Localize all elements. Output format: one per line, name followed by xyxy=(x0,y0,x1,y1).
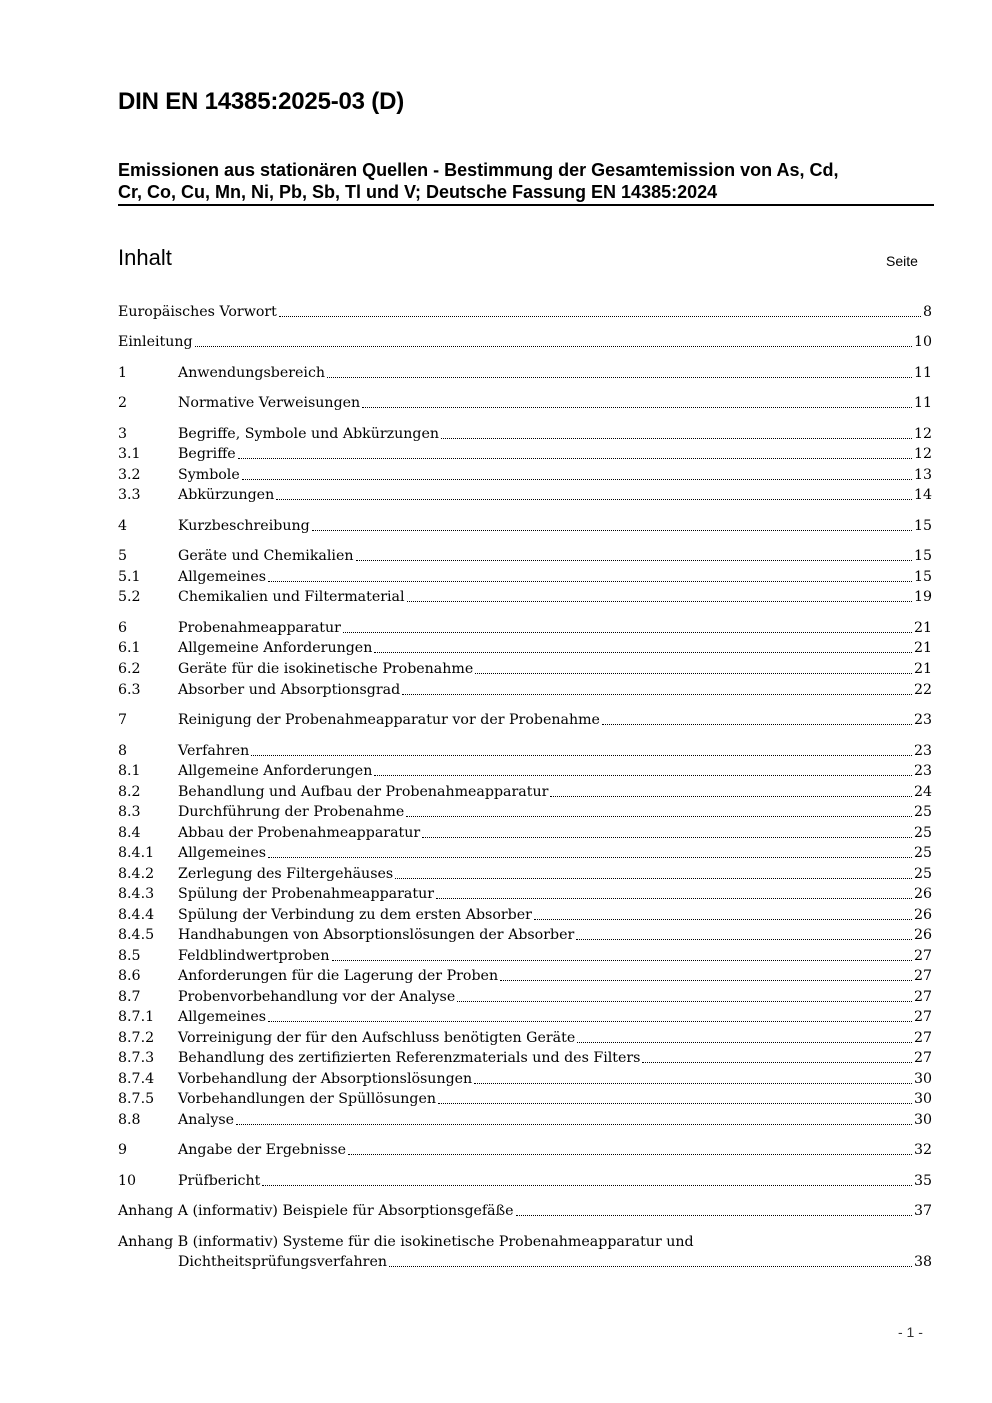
toc-entry-page: 12 xyxy=(913,446,932,462)
toc-entry-number: 8.8 xyxy=(118,1112,141,1128)
toc-entry-title: Abbau der Probenahmeapparatur xyxy=(178,825,421,841)
toc-entry-title: Handhabungen von Absorptionslösungen der Absorber xyxy=(178,927,575,943)
dot-leader xyxy=(576,939,912,940)
toc-entry-title: Spülung der Verbindung zu dem ersten Absorber xyxy=(178,907,532,923)
toc-entry-title: Analyse xyxy=(178,1112,235,1128)
toc-entry[interactable] xyxy=(118,945,932,967)
toc-entry[interactable] xyxy=(118,1047,932,1069)
toc-entry[interactable] xyxy=(118,883,932,905)
toc-entry[interactable] xyxy=(118,904,932,926)
toc-entry[interactable] xyxy=(118,965,932,987)
toc-entry-page: 8 xyxy=(922,304,932,320)
dot-leader xyxy=(343,632,912,633)
toc-entry-page: 22 xyxy=(913,682,932,698)
dot-leader xyxy=(441,438,912,439)
toc-entry-title: Zerlegung des Filtergehäuses xyxy=(178,866,394,882)
toc-entry[interactable] xyxy=(118,1109,932,1131)
toc-entry[interactable] xyxy=(118,637,932,659)
toc-entry-title: Reinigung der Probenahmeapparatur vor der Probenahme xyxy=(178,712,600,728)
toc-entry[interactable] xyxy=(118,986,932,1008)
toc-entry-number: 8.4 xyxy=(118,825,141,841)
toc-entry-page: 15 xyxy=(913,548,932,564)
toc-entry-title: Geräte und Chemikalien xyxy=(178,548,354,564)
toc-entry-number: 5 xyxy=(118,548,128,564)
toc-entry[interactable] xyxy=(118,924,932,946)
toc-entry-title: Behandlung und Aufbau der Probenahmeapparatur xyxy=(178,784,549,800)
document-title: DIN EN 14385:2025-03 (D) xyxy=(118,88,405,115)
toc-entry[interactable] xyxy=(118,545,932,567)
toc-entry-page: 11 xyxy=(913,365,932,381)
toc-entry[interactable] xyxy=(118,679,932,701)
toc-entry-number: 8.4.1 xyxy=(118,845,155,861)
toc-entry-number: 8.1 xyxy=(118,763,141,779)
dot-leader xyxy=(402,694,912,695)
dot-leader xyxy=(242,479,912,480)
toc-entry-page: 21 xyxy=(913,620,932,636)
toc-entry[interactable] xyxy=(118,566,932,588)
toc-entry-page: 13 xyxy=(913,467,932,483)
toc-entry-annex-b[interactable] xyxy=(118,1251,932,1273)
dot-leader xyxy=(407,601,912,602)
toc-entry-page: 37 xyxy=(913,1203,932,1219)
toc-entry-number: 8.5 xyxy=(118,948,141,964)
toc-entry-page: 11 xyxy=(913,395,932,411)
toc-entry-title: Anwendungsbereich xyxy=(178,365,326,381)
toc-entry[interactable] xyxy=(118,760,932,782)
toc-entry-number: 8.4.3 xyxy=(118,886,155,902)
toc-entry-page: 27 xyxy=(913,968,932,984)
toc-entry-title: Allgemeine Anforderungen xyxy=(178,763,373,779)
toc-entry-title: Allgemeine Anforderungen xyxy=(178,640,373,656)
toc-entry-title: Allgemeines xyxy=(178,1009,266,1025)
toc-entry-title: Einleitung xyxy=(118,334,193,350)
toc-heading: Inhalt xyxy=(118,245,172,270)
dot-leader xyxy=(374,775,912,776)
toc-entry-title: Absorber und Absorptionsgrad xyxy=(178,682,401,698)
toc-entry-title: Durchführung der Probenahme xyxy=(178,804,405,820)
toc-entry-number: 8.6 xyxy=(118,968,141,984)
toc-entry-page: 25 xyxy=(913,845,932,861)
toc-entry-title: Begriffe, Symbole und Abkürzungen xyxy=(178,426,440,442)
dot-leader xyxy=(276,499,912,500)
toc-entry-number: 3.1 xyxy=(118,446,141,462)
toc-entry-page: 23 xyxy=(913,763,932,779)
toc-entry-title: Abkürzungen xyxy=(178,487,275,503)
dot-leader xyxy=(251,755,912,756)
toc-entry-title: Anforderungen für die Lagerung der Proben xyxy=(178,968,499,984)
dot-leader xyxy=(362,407,912,408)
toc-entry-page: 30 xyxy=(913,1091,932,1107)
toc-entry-page: 25 xyxy=(913,866,932,882)
page-number: - 1 - xyxy=(898,1324,923,1340)
toc-entry[interactable] xyxy=(118,801,932,823)
toc-entry-title: Prüfbericht xyxy=(178,1173,261,1189)
toc-entry[interactable] xyxy=(118,1068,932,1090)
toc-entry-number: 1 xyxy=(118,365,128,381)
toc-entry-page: 30 xyxy=(913,1071,932,1087)
toc-entry-page: 25 xyxy=(913,825,932,841)
toc-entry-page: 10 xyxy=(913,334,932,350)
toc-entry-page: 35 xyxy=(913,1173,932,1189)
toc-entry-title: Verfahren xyxy=(178,743,250,759)
toc-entry-title: Normative Verweisungen xyxy=(178,395,361,411)
toc-entry[interactable] xyxy=(118,362,932,384)
toc-entry[interactable] xyxy=(118,464,932,486)
dot-leader xyxy=(602,724,912,725)
table-of-contents xyxy=(118,0,932,1403)
toc-entry-number: 8.3 xyxy=(118,804,141,820)
dot-leader xyxy=(422,837,912,838)
toc-entry[interactable] xyxy=(118,423,932,445)
toc-entry-page: 30 xyxy=(913,1112,932,1128)
toc-entry-number: 5.2 xyxy=(118,589,141,605)
toc-entry-title: Feldblindwertproben xyxy=(178,948,330,964)
toc-entry-number: 3 xyxy=(118,426,128,442)
toc-entry[interactable] xyxy=(118,863,932,885)
toc-entry-page: 27 xyxy=(913,989,932,1005)
toc-entry-title: Spülung der Probenahmeapparatur xyxy=(178,886,434,902)
toc-entry-number: 8 xyxy=(118,743,128,759)
toc-entry-title: Probenvorbehandlung vor der Analyse xyxy=(178,989,456,1005)
toc-entry-number: 8.4.4 xyxy=(118,907,155,923)
toc-entry-page: 26 xyxy=(913,886,932,902)
dot-leader xyxy=(577,1042,912,1043)
toc-entry-number: 4 xyxy=(118,518,128,534)
toc-entry-page: 12 xyxy=(913,426,932,442)
toc-entry[interactable] xyxy=(118,1139,932,1161)
toc-entry-page: 23 xyxy=(913,712,932,728)
toc-entry-title: Allgemeines xyxy=(178,569,266,585)
toc-entry[interactable] xyxy=(118,484,932,506)
toc-entry[interactable] xyxy=(118,1170,932,1192)
toc-entry-number: 8.7.3 xyxy=(118,1050,155,1066)
toc-entry[interactable] xyxy=(118,586,932,608)
toc-entry-page: 19 xyxy=(913,589,932,605)
dot-leader xyxy=(516,1215,912,1216)
toc-entry-page: 21 xyxy=(913,640,932,656)
toc-entry-title: Angabe der Ergebnisse xyxy=(178,1142,347,1158)
toc-entry-number: 8.4.5 xyxy=(118,927,155,943)
toc-entry-number: 6.2 xyxy=(118,661,141,677)
toc-entry-annex-b-title-line-1[interactable]: Anhang B (informativ) Systeme für die isokinetische Probenahmeapparatur und xyxy=(118,1234,694,1250)
dot-leader xyxy=(475,673,912,674)
toc-entry-title: Dichtheitsprüfungsverfahren xyxy=(178,1254,387,1270)
toc-entry[interactable] xyxy=(118,331,932,353)
toc-entry-number: 8.7.4 xyxy=(118,1071,155,1087)
dot-leader xyxy=(268,1021,912,1022)
toc-entry[interactable] xyxy=(118,1088,932,1110)
toc-entry-title: Geräte für die isokinetische Probenahme xyxy=(178,661,474,677)
dot-leader xyxy=(238,458,912,459)
toc-entry-page: 25 xyxy=(913,804,932,820)
toc-entry-page: 27 xyxy=(913,1050,932,1066)
toc-entry[interactable] xyxy=(118,1027,932,1049)
toc-entry-page: 26 xyxy=(913,927,932,943)
dot-leader xyxy=(332,960,912,961)
toc-entry-number: 8.7.1 xyxy=(118,1009,155,1025)
toc-entry[interactable] xyxy=(118,842,932,864)
toc-entry-number: 2 xyxy=(118,395,128,411)
toc-entry-number: 3.3 xyxy=(118,487,141,503)
toc-entry-number: 8.4.2 xyxy=(118,866,155,882)
toc-entry-page: 24 xyxy=(913,784,932,800)
dot-leader xyxy=(236,1124,912,1125)
subtitle-line-2: Cr, Co, Cu, Mn, Ni, Pb, Sb, Tl und V; Deutsche Fassung EN 14385:2024 xyxy=(118,182,718,202)
toc-entry-page: 32 xyxy=(913,1142,932,1158)
toc-entry-title: Europäisches Vorwort xyxy=(118,304,277,320)
toc-entry-page: 23 xyxy=(913,743,932,759)
toc-entry-number: 10 xyxy=(118,1173,137,1189)
toc-entry-page: 27 xyxy=(913,1009,932,1025)
toc-entry[interactable] xyxy=(118,1200,932,1222)
dot-leader xyxy=(268,581,912,582)
dot-leader xyxy=(457,1001,912,1002)
dot-leader xyxy=(279,316,921,317)
toc-entry[interactable] xyxy=(118,709,932,731)
toc-entry[interactable] xyxy=(118,740,932,762)
toc-entry-number: 8.7.5 xyxy=(118,1091,155,1107)
toc-entry-title: Vorbehandlung der Absorptionslösungen xyxy=(178,1071,473,1087)
toc-entry-page: 27 xyxy=(913,1030,932,1046)
toc-entry-title: Kurzbeschreibung xyxy=(178,518,310,534)
toc-entry[interactable] xyxy=(118,392,932,414)
toc-entry-title: Behandlung des zertifizierten Referenzmaterials und des Filters xyxy=(178,1050,641,1066)
dot-leader xyxy=(389,1266,912,1267)
toc-entry-title: Begriffe xyxy=(178,446,236,462)
dot-leader xyxy=(262,1185,912,1186)
toc-entry-page: 26 xyxy=(913,907,932,923)
toc-entry[interactable] xyxy=(118,443,932,465)
toc-entry-number: 9 xyxy=(118,1142,128,1158)
toc-entry-page: 15 xyxy=(913,518,932,534)
toc-entry-number: 3.2 xyxy=(118,467,141,483)
toc-entry-title: Vorreinigung der für den Aufschluss benötigten Geräte xyxy=(178,1030,576,1046)
dot-leader xyxy=(406,816,912,817)
dot-leader xyxy=(534,919,912,920)
toc-entry-number: 8.2 xyxy=(118,784,141,800)
dot-leader xyxy=(312,530,912,531)
dot-leader xyxy=(327,377,912,378)
toc-entry-page: 21 xyxy=(913,661,932,677)
toc-entry-title: Probenahmeapparatur xyxy=(178,620,341,636)
dot-leader xyxy=(438,1103,912,1104)
dot-leader xyxy=(395,878,912,879)
dot-leader xyxy=(356,560,912,561)
toc-entry[interactable] xyxy=(118,781,932,803)
page-column-label: Seite xyxy=(886,253,918,269)
toc-entry-number: 6.3 xyxy=(118,682,141,698)
toc-entry[interactable] xyxy=(118,1006,932,1028)
toc-entry-number: 5.1 xyxy=(118,569,141,585)
dot-leader xyxy=(436,898,912,899)
toc-entry-page: 27 xyxy=(913,948,932,964)
toc-entry-number: 8.7.2 xyxy=(118,1030,155,1046)
dot-leader xyxy=(642,1062,911,1063)
toc-entry-title: Allgemeines xyxy=(178,845,266,861)
toc-entry-number: 8.7 xyxy=(118,989,141,1005)
toc-entry-page: 14 xyxy=(913,487,932,503)
dot-leader xyxy=(268,857,912,858)
toc-entry[interactable] xyxy=(118,658,932,680)
toc-entry-number: 7 xyxy=(118,712,128,728)
dot-leader xyxy=(474,1083,912,1084)
dot-leader xyxy=(374,652,912,653)
toc-entry-title: Symbole xyxy=(178,467,240,483)
toc-entry-title: Vorbehandlungen der Spüllösungen xyxy=(178,1091,436,1107)
toc-entry[interactable] xyxy=(118,515,932,537)
dot-leader xyxy=(348,1154,912,1155)
dot-leader xyxy=(500,980,912,981)
subtitle-line-1: Emissionen aus stationären Quellen - Bestimmung der Gesamtemission von As, Cd, xyxy=(118,160,839,180)
toc-entry-page: 38 xyxy=(913,1254,932,1270)
toc-entry-number: 6.1 xyxy=(118,640,141,656)
dot-leader xyxy=(550,796,912,797)
toc-entry[interactable] xyxy=(118,617,932,639)
toc-entry[interactable] xyxy=(118,301,932,323)
toc-entry-title: Chemikalien und Filtermaterial xyxy=(178,589,405,605)
dot-leader xyxy=(195,346,912,347)
toc-entry-number: 6 xyxy=(118,620,128,636)
toc-entry-title: Anhang A (informativ) Beispiele für Absorptionsgefäße xyxy=(118,1203,514,1219)
toc-entry[interactable] xyxy=(118,822,932,844)
toc-entry-page: 15 xyxy=(913,569,932,585)
